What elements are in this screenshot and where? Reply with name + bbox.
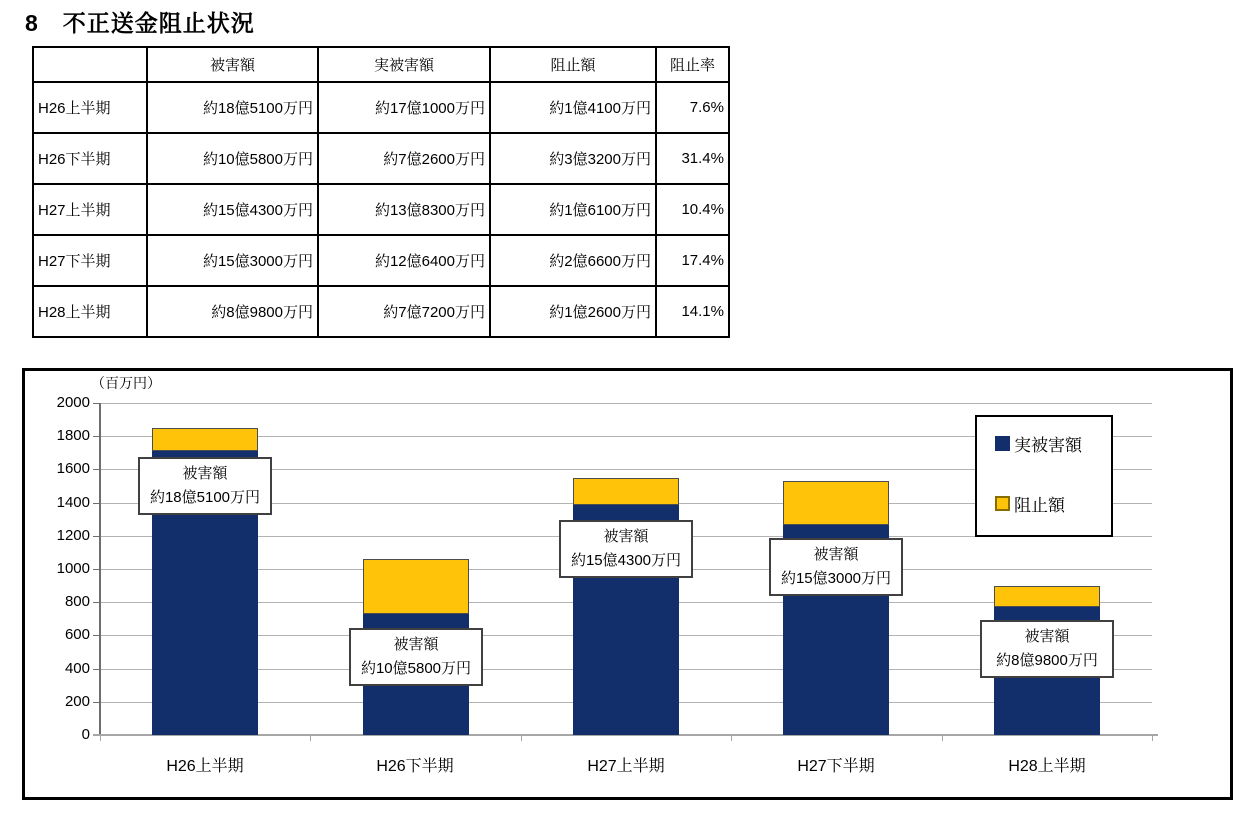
y-axis-tick-label: 1400 bbox=[56, 494, 90, 511]
bar-data-label bbox=[138, 457, 272, 515]
damage-cell: 約10億5800万円 bbox=[147, 133, 318, 184]
table-row bbox=[33, 235, 729, 286]
bar-data-label-value: 約18億5100万円 bbox=[149, 489, 261, 506]
bar-data-label-value: 約15億3000万円 bbox=[780, 570, 892, 587]
bar-data-label-title: 被害額 bbox=[1024, 628, 1070, 645]
damage-cell: 約15億4300万円 bbox=[147, 184, 318, 235]
y-axis-tick-label: 1000 bbox=[56, 560, 90, 577]
x-axis-tick bbox=[521, 735, 522, 741]
block-rate-cell: 17.4% bbox=[656, 235, 729, 286]
actual-damage-cell: 約7億2600万円 bbox=[318, 133, 490, 184]
header-blocked: 阻止額 bbox=[490, 47, 656, 82]
y-axis-tick-label: 1600 bbox=[56, 460, 90, 477]
x-axis-tick bbox=[942, 735, 943, 741]
x-axis-category-label: H28上半期 bbox=[1008, 758, 1086, 775]
blocked-cell: 約2億6600万円 bbox=[490, 235, 656, 286]
x-axis-tick bbox=[310, 735, 311, 741]
block-rate-cell: 10.4% bbox=[656, 184, 729, 235]
table-row bbox=[33, 133, 729, 184]
bar-data-label-title: 被害額 bbox=[603, 528, 649, 545]
header-blank bbox=[33, 47, 147, 82]
x-axis-category-label: H26上半期 bbox=[166, 758, 244, 775]
period-cell: H26上半期 bbox=[33, 82, 147, 133]
period-cell: H27上半期 bbox=[33, 184, 147, 235]
legend-label: 阻止額 bbox=[1014, 496, 1065, 515]
x-axis-category-label: H26下半期 bbox=[376, 758, 454, 775]
bar-data-label-title: 被害額 bbox=[393, 636, 439, 653]
block-rate-cell: 31.4% bbox=[656, 133, 729, 184]
y-axis-tick-label: 1200 bbox=[56, 527, 90, 544]
actual-damage-cell: 約7億7200万円 bbox=[318, 286, 490, 337]
bar-data-label bbox=[559, 520, 693, 578]
table-row bbox=[33, 184, 729, 235]
actual-damage-cell: 約12億6400万円 bbox=[318, 235, 490, 286]
actual-damage-cell: 約13億8300万円 bbox=[318, 184, 490, 235]
x-axis-category-label: H27上半期 bbox=[587, 758, 665, 775]
bar-segment-blocked bbox=[363, 559, 469, 614]
x-axis-category-label: H27下半期 bbox=[797, 758, 875, 775]
legend-item bbox=[995, 431, 1082, 456]
bar-segment-blocked bbox=[783, 481, 889, 525]
legend-swatch-actual-damage bbox=[995, 436, 1010, 451]
y-axis-tick-label: 1800 bbox=[56, 427, 90, 444]
damage-cell: 約15億3000万円 bbox=[147, 235, 318, 286]
bar-data-label bbox=[349, 628, 483, 686]
y-axis-tick-label: 600 bbox=[64, 626, 90, 643]
blocked-cell: 約1億2600万円 bbox=[490, 286, 656, 337]
y-axis-tick-label: 400 bbox=[64, 660, 90, 677]
table-row bbox=[33, 286, 729, 337]
y-axis-tick-label: 800 bbox=[64, 593, 90, 610]
table-row bbox=[33, 82, 729, 133]
damage-stats-table bbox=[32, 46, 730, 338]
blocked-cell: 約3億3200万円 bbox=[490, 133, 656, 184]
block-rate-cell: 14.1% bbox=[656, 286, 729, 337]
bar-data-label-title: 被害額 bbox=[813, 546, 859, 563]
x-axis-tick bbox=[1152, 735, 1153, 741]
bar-segment-blocked bbox=[994, 586, 1100, 607]
stacked-bar-chart bbox=[22, 368, 1233, 800]
period-cell: H26下半期 bbox=[33, 133, 147, 184]
y-axis-unit-label: （百万円） bbox=[91, 375, 161, 391]
legend-item bbox=[995, 491, 1065, 516]
header-damage: 被害額 bbox=[147, 47, 318, 82]
period-cell: H27下半期 bbox=[33, 235, 147, 286]
block-rate-cell: 7.6% bbox=[656, 82, 729, 133]
bar-data-label-value: 約8億9800万円 bbox=[996, 652, 1098, 669]
period-cell: H28上半期 bbox=[33, 286, 147, 337]
bar-segment-blocked bbox=[573, 478, 679, 505]
chart-legend bbox=[975, 415, 1113, 537]
header-block-rate: 阻止率 bbox=[656, 47, 729, 82]
table-header-row bbox=[33, 47, 729, 82]
y-axis-tick-label: 2000 bbox=[56, 394, 90, 411]
gridline bbox=[100, 403, 1152, 404]
y-axis-tick-label: 200 bbox=[64, 693, 90, 710]
actual-damage-cell: 約17億1000万円 bbox=[318, 82, 490, 133]
bar-segment-blocked bbox=[152, 428, 258, 451]
y-axis-tick-label: 0 bbox=[81, 726, 90, 743]
bar-data-label-value: 約15億4300万円 bbox=[570, 552, 682, 569]
bar-data-label-value: 約10億5800万円 bbox=[360, 660, 472, 677]
page-title: 8 不正送金阻止状況 bbox=[25, 10, 255, 36]
bar-data-label-title: 被害額 bbox=[182, 465, 228, 482]
blocked-cell: 約1億4100万円 bbox=[490, 82, 656, 133]
legend-swatch-blocked bbox=[995, 496, 1010, 511]
x-axis-tick bbox=[731, 735, 732, 741]
blocked-cell: 約1億6100万円 bbox=[490, 184, 656, 235]
bar-data-label bbox=[980, 620, 1114, 678]
damage-cell: 約8億9800万円 bbox=[147, 286, 318, 337]
header-actual-damage: 実被害額 bbox=[318, 47, 490, 82]
damage-cell: 約18億5100万円 bbox=[147, 82, 318, 133]
y-axis-line bbox=[99, 403, 101, 735]
x-axis-tick bbox=[100, 735, 101, 741]
bar-data-label bbox=[769, 538, 903, 596]
legend-label: 実被害額 bbox=[1014, 436, 1082, 455]
